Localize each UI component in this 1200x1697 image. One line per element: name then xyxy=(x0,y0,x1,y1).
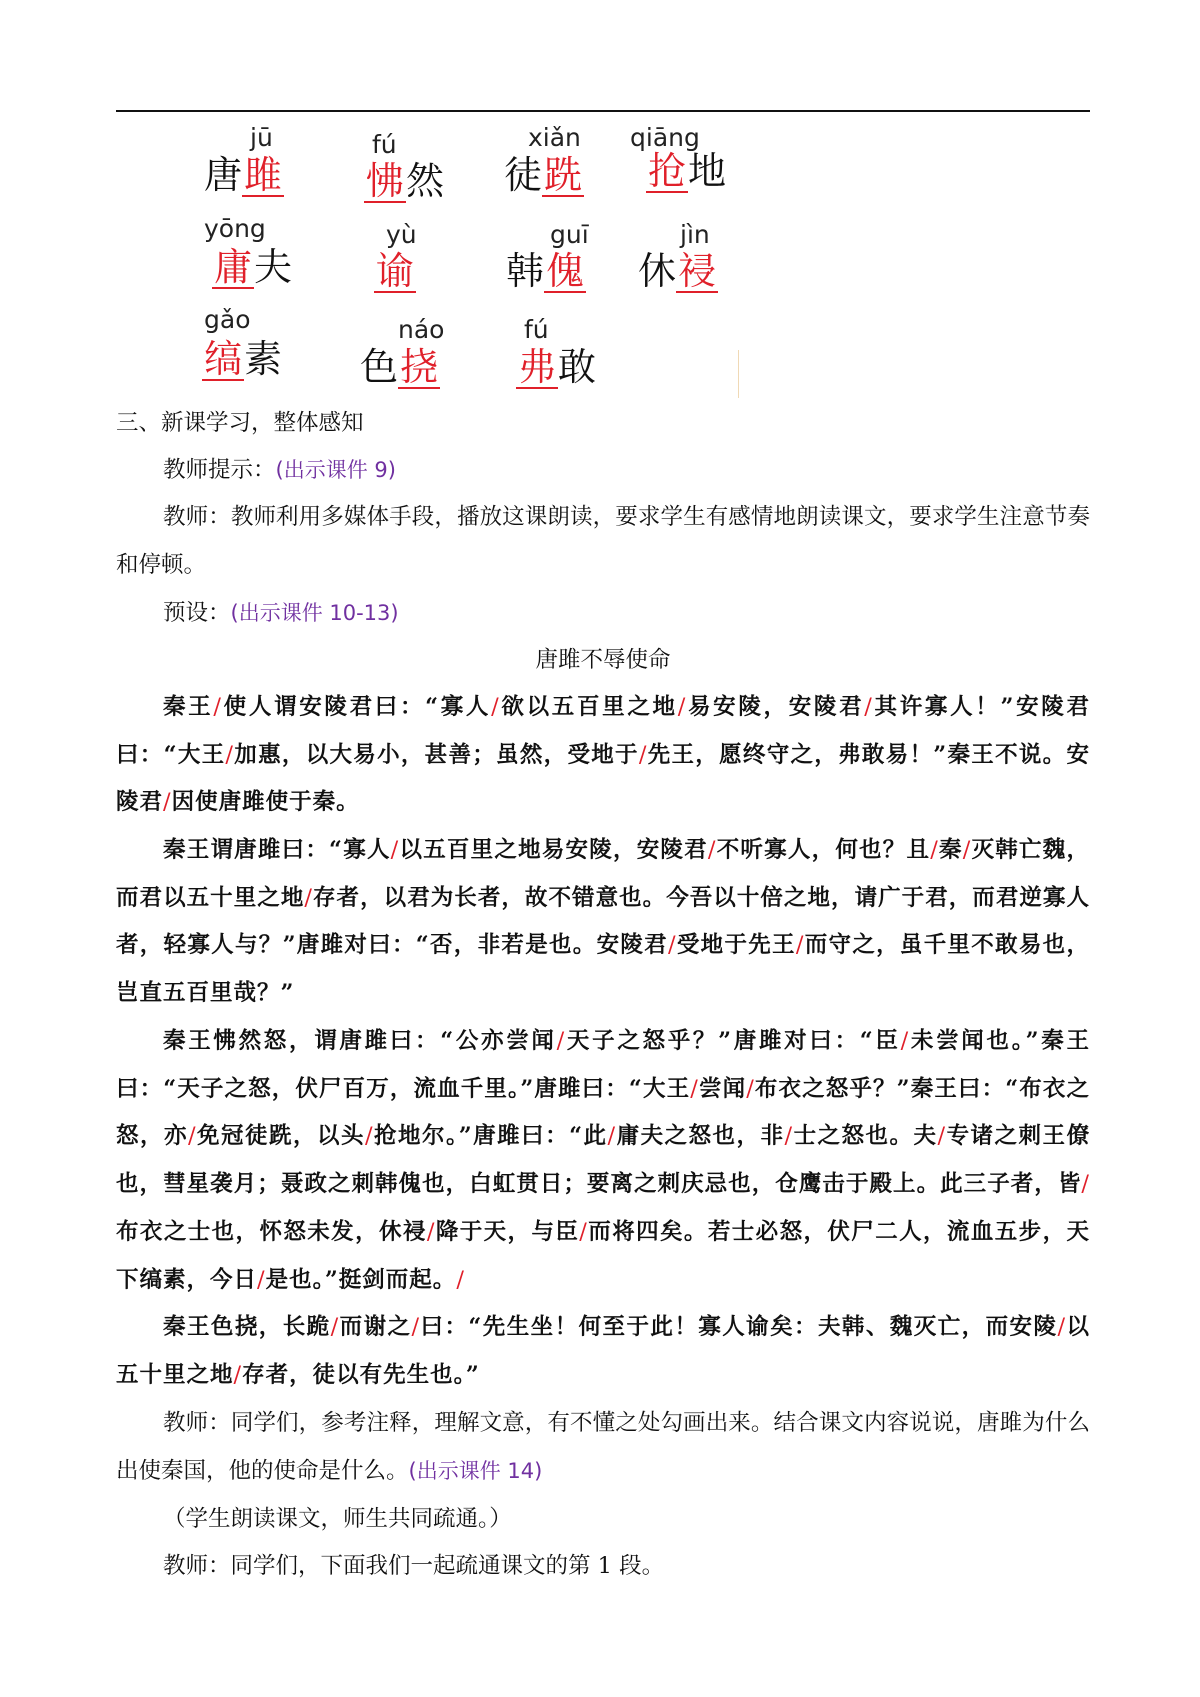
text-segment: 以五十里之地 xyxy=(116,1314,1090,1388)
vocab-char: 然 xyxy=(406,159,445,203)
teacher-hint xyxy=(116,447,1090,495)
student-note: （学生朗读课文，师生共同疏通。） xyxy=(163,1506,512,1532)
courseware-ref: (出示课件 9) xyxy=(275,458,396,482)
text-segment: 其许寡人！”安陵君曰：“大王 xyxy=(116,694,1090,768)
text-segment: 专诸之刺王僚也，彗星袭月；聂政之刺韩傀也，白虹贯日；要离之刺庆忌也，仓鹰击于殿上。此三子者，皆 xyxy=(116,1123,1090,1198)
text-segment: 曰：“先生坐！何至于此！寡人谕矣：夫韩、魏灭亡，而安陵 xyxy=(420,1314,1058,1340)
vocab-highlight: 弗 xyxy=(518,345,557,389)
pause-mark: / xyxy=(330,1314,340,1340)
text-segment: 未尝闻也。”秦王曰：“天子之怒，伏尸百万，流血千里。”唐雎曰：“大王 xyxy=(116,1028,1090,1102)
pause-mark: / xyxy=(1057,1314,1067,1340)
text-segment: 秦 xyxy=(938,837,963,863)
vocab-word xyxy=(212,244,292,290)
section-heading: 三、新课学习，整体感知 xyxy=(116,410,364,436)
vocab-word xyxy=(516,344,596,390)
pause-mark: / xyxy=(556,1028,566,1054)
vocab-highlight: 缟 xyxy=(204,337,243,381)
text-segment: 秦王谓唐雎曰：“寡人 xyxy=(163,837,391,863)
text-segment: 是也。”挺剑而起。 xyxy=(265,1266,457,1293)
vocab-word xyxy=(204,152,284,198)
pinyin: fú xyxy=(524,315,549,344)
pinyin: yōng xyxy=(204,214,266,243)
pause-mark: / xyxy=(690,1075,699,1102)
text-segment: 尝闻 xyxy=(698,1075,747,1102)
header-rule xyxy=(116,110,1090,112)
vocab-char: 徒 xyxy=(504,153,543,197)
pinyin: jìn xyxy=(680,220,710,249)
vocab-word xyxy=(638,248,718,294)
pause-mark: / xyxy=(390,837,400,863)
text-segment: 天子之怒乎？”唐雎对曰：“臣 xyxy=(565,1028,901,1054)
text-segment: 以五百里之地易安陵，安陵君 xyxy=(399,837,708,863)
pause-mark: / xyxy=(1081,1171,1090,1198)
vocab-char: 色 xyxy=(360,345,399,389)
pause-mark: / xyxy=(746,1075,755,1102)
text-segment: 灭韩亡魏，而君以五十里之地 xyxy=(116,837,1090,911)
pinyin: guī xyxy=(550,220,589,249)
pause-mark: / xyxy=(795,932,805,959)
text-segment: 因使唐雎使于秦。 xyxy=(171,789,360,816)
vocab-word xyxy=(202,336,282,382)
vocab-highlight: 雎 xyxy=(244,153,283,197)
text-segment: 使人谓安陵君曰：“寡人 xyxy=(221,694,492,720)
pause-mark: / xyxy=(677,694,687,720)
pause-mark: / xyxy=(638,741,648,768)
vocab-word xyxy=(360,344,440,390)
pause-mark: / xyxy=(579,1218,588,1245)
teacher-paragraph: 教师：教师利用多媒体手段，播放这课朗读，要求学生有感情地朗读课文，要求学生注意节奏和停顿。 xyxy=(116,504,1090,578)
pinyin: xiǎn xyxy=(528,123,581,152)
pause-mark: / xyxy=(491,694,500,720)
pause-mark: / xyxy=(225,741,235,768)
vocab-highlight: 怫 xyxy=(366,159,405,203)
classical-paragraph-3 xyxy=(116,1018,1090,1304)
pause-mark: / xyxy=(607,1123,617,1150)
vocab-highlight: 庸 xyxy=(214,245,253,289)
pause-mark: / xyxy=(930,837,939,863)
hint-label: 教师提示： xyxy=(163,457,276,483)
vocab-highlight: 跣 xyxy=(544,153,583,197)
text-segment: 秦王怫然怒，谓唐雎曰：“公亦尝闻 xyxy=(163,1028,557,1054)
classical-paragraph-1 xyxy=(116,684,1090,827)
pause-mark: / xyxy=(900,1028,910,1054)
pause-mark: / xyxy=(304,884,313,911)
pause-mark: / xyxy=(456,1266,465,1293)
vocab-char: 素 xyxy=(244,337,283,381)
text-segment: 受地于先王 xyxy=(676,932,796,959)
pause-mark: / xyxy=(707,837,717,863)
pinyin: náo xyxy=(398,315,445,344)
pause-mark: / xyxy=(426,1218,436,1245)
vocab-highlight: 抢 xyxy=(648,149,687,193)
pinyin: gǎo xyxy=(204,305,251,334)
text-segment: 欲以五百里之地 xyxy=(499,694,678,720)
vocab-char: 休 xyxy=(638,249,677,293)
courseware-ref: (出示课件 10-13) xyxy=(230,601,399,625)
vocab-char: 唐 xyxy=(204,153,243,197)
vocab-word xyxy=(506,248,586,294)
vocab-word xyxy=(646,148,726,194)
vocab-highlight: 傀 xyxy=(546,249,585,293)
text-segment: 士之怒也。夫 xyxy=(793,1123,938,1150)
pinyin: jū xyxy=(250,123,273,152)
pause-mark: / xyxy=(364,1123,374,1150)
vocab-char: 夫 xyxy=(254,245,293,289)
courseware-ref: (出示课件 14) xyxy=(408,1458,543,1483)
pinyin: qiāng xyxy=(630,123,700,152)
text-segment: 先王，愿终守之，弗敢易！”秦王不说。安陵君 xyxy=(116,741,1090,816)
pinyin: fú xyxy=(372,130,397,159)
pause-mark: / xyxy=(257,1266,266,1293)
text-segment: 存者，以君为长者，故不错意也。今吾以十倍之地，请广于君，而君逆寡人者，轻寡人与？”唐雎对曰：“否，非若是也。安陵君 xyxy=(116,884,1090,959)
text-segment: 而守之，虽千里不敢易也，岂直五百里哉？” xyxy=(116,932,1090,1007)
text-segment: 秦王色挠，长跪 xyxy=(163,1314,331,1340)
vocab-word xyxy=(504,152,584,198)
vocab-word xyxy=(374,248,416,294)
pinyin: yù xyxy=(386,220,417,249)
text-segment: 秦王 xyxy=(163,694,214,720)
text-segment: 而谢之 xyxy=(339,1314,412,1340)
pause-mark: / xyxy=(233,1361,243,1388)
text-segment: 存者，徒以有先生也。” xyxy=(242,1361,480,1388)
pause-mark: / xyxy=(163,789,172,816)
teacher-paragraph xyxy=(116,1400,1090,1495)
pause-mark: / xyxy=(784,1123,794,1150)
text-segment: 抢地尔。”唐雎曰：“此 xyxy=(373,1123,608,1150)
text-title: 唐雎不辱使命 xyxy=(535,647,671,673)
vocab-highlight: 祲 xyxy=(678,249,717,293)
pause-mark: / xyxy=(187,1123,197,1150)
text-segment: 不听寡人，何也？且 xyxy=(716,837,931,863)
vocab-char: 韩 xyxy=(506,249,545,293)
preset-label: 预设： xyxy=(163,600,231,626)
pause-mark: / xyxy=(411,1314,421,1340)
pause-mark: / xyxy=(864,694,873,720)
pause-mark: / xyxy=(937,1123,947,1150)
pause-mark: / xyxy=(962,837,972,863)
classical-paragraph-4 xyxy=(116,1304,1090,1399)
classical-paragraph-2 xyxy=(116,827,1090,1018)
teacher-paragraph: 教师：同学们，下面我们一起疏通课文的第 1 段。 xyxy=(163,1553,665,1579)
text-segment: 布衣之士也，怀怒未发，休祲 xyxy=(116,1218,427,1245)
text-segment: 易安陵，安陵君 xyxy=(686,694,865,720)
text-segment: 庸夫之怒也，非 xyxy=(616,1123,785,1150)
vocab-highlight: 挠 xyxy=(400,345,439,389)
text-segment: 免冠徒跣，以头 xyxy=(196,1123,365,1150)
vocab-char: 地 xyxy=(688,149,727,193)
divider xyxy=(738,350,739,398)
text-segment: 而将四矣。若士必怒，伏尸二人，流血五步，天下缟素，今日 xyxy=(116,1218,1090,1293)
pause-mark: / xyxy=(667,932,677,959)
vocab-char: 敢 xyxy=(558,345,597,389)
teacher-text: 教师：同学们，参考注释，理解文意，有不懂之处勾画出来。结合课文内容说说，唐雎为什么出使秦国，他的使命是什么。 xyxy=(116,1410,1090,1484)
vocab-highlight: 谕 xyxy=(376,249,415,293)
pause-mark: / xyxy=(213,694,222,720)
text-segment: 降于天，与臣 xyxy=(435,1218,580,1245)
text-segment: 布衣之怒乎？”秦王曰：“布衣之怒，亦 xyxy=(116,1075,1090,1150)
vocab-word xyxy=(364,158,444,204)
preset-line xyxy=(116,590,1090,638)
text-segment: 加惠，以大易小，甚善；虽然，受地于 xyxy=(234,741,639,768)
